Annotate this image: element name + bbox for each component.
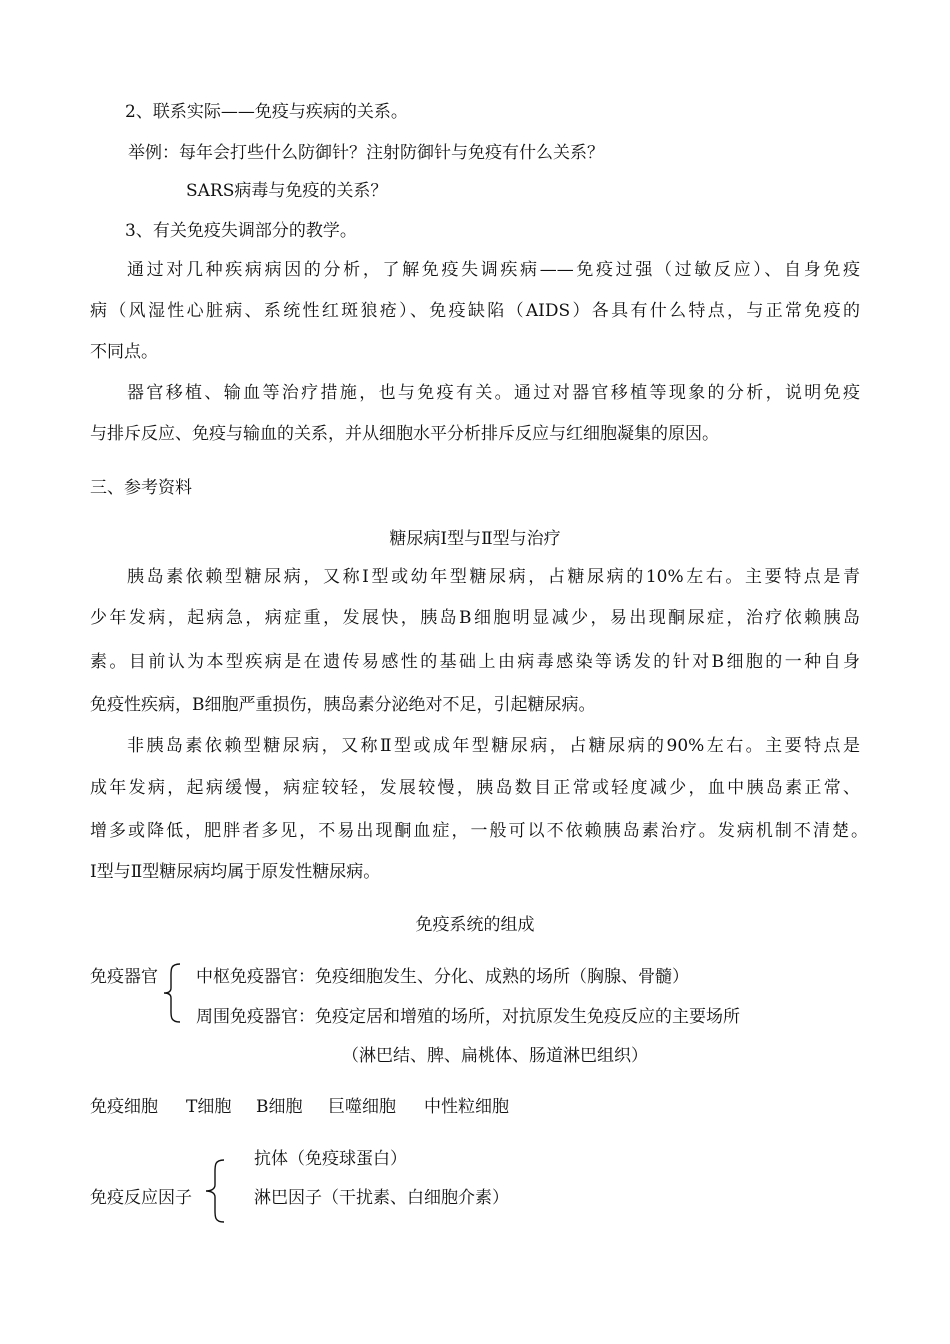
response-factors-label: 免疫反应因子 [90, 1188, 192, 1208]
item-3-title: 3、有关免疫失调部分的教学。 [125, 221, 357, 241]
example-line-1: 举例：每年会打些什么防御针？注射防御针与免疫有什么关系？ [128, 143, 604, 163]
diabetes-title: 糖尿病Ⅰ型与Ⅱ型与治疗 [389, 529, 561, 549]
central-organs: 中枢免疫器官：免疫细胞发生、分化、成熟的场所（胸腺、骨髓） [196, 967, 689, 987]
paragraph-line: 与排斥反应、免疫与输血的关系，并从细胞水平分析排斥反应与红细胞凝集的原因。 [90, 424, 719, 444]
immune-organs-label: 免疫器官 [90, 967, 158, 987]
paragraph-line: 素。目前认为本型疾病是在遗传易感性的基础上由病毒感染等诱发的针对B细胞的一种自身 [90, 652, 860, 672]
peripheral-organs: 周围免疫器官：免疫定居和增殖的场所，对抗原发生免疫反应的主要场所 [196, 1007, 740, 1027]
section-3-heading: 三、参考资料 [90, 478, 192, 498]
paragraph-line: 通过对几种疾病病因的分析，了解免疫失调疾病——免疫过强（过敏反应）、自身免疫 [127, 260, 860, 280]
paragraph-line: 器官移植、输血等治疗措施，也与免疫有关。通过对器官移植等现象的分析，说明免疫 [127, 383, 860, 403]
cell-b: B细胞 [256, 1097, 303, 1117]
paragraph-line: 免疫性疾病，B细胞严重损伤，胰岛素分泌绝对不足，引起糖尿病。 [90, 695, 596, 715]
paragraph-line: Ⅰ型与Ⅱ型糖尿病均属于原发性糖尿病。 [90, 862, 381, 882]
immune-system-title: 免疫系统的组成 [415, 915, 535, 935]
paragraph-line: 病（风湿性心脏病、系统性红斑狼疮）、免疫缺陷（AIDS）各具有什么特点，与正常免疫的 [90, 301, 860, 321]
paragraph-line: 增多或降低，肥胖者多见，不易出现酮血症，一般可以不依赖胰岛素治疗。发病机制不清楚。 [90, 821, 868, 841]
factors-brace [202, 1158, 228, 1224]
example-line-2: SARS病毒与免疫的关系？ [186, 181, 388, 201]
cell-neutrophil: 中性粒细胞 [424, 1097, 509, 1117]
paragraph-line: 非胰岛素依赖型糖尿病，又称Ⅱ型或成年型糖尿病，占糖尿病的90%左右。主要特点是 [127, 736, 860, 756]
item-2-title: 2、联系实际——免疫与疾病的关系。 [125, 102, 408, 122]
cell-macrophage: 巨噬细胞 [328, 1097, 396, 1117]
organs-brace [160, 962, 184, 1024]
paragraph-line: 成年发病，起病缓慢，病症较轻，发展较慢，胰岛数目正常或轻度减少，血中胰岛素正常、 [90, 778, 860, 798]
paragraph-line: 不同点。 [90, 342, 158, 362]
immune-cells-label: 免疫细胞 [90, 1097, 158, 1117]
cell-t: T细胞 [186, 1097, 232, 1117]
peripheral-organs-examples: （淋巴结、脾、扁桃体、肠道淋巴组织） [342, 1046, 648, 1066]
antibody: 抗体（免疫球蛋白） [254, 1149, 407, 1169]
paragraph-line: 少年发病，起病急，病症重，发展快，胰岛B细胞明显减少，易出现酮尿症，治疗依赖胰岛 [90, 608, 860, 628]
paragraph-line: 胰岛素依赖型糖尿病，又称Ⅰ型或幼年型糖尿病，占糖尿病的10%左右。主要特点是青 [127, 567, 860, 587]
lymphokine: 淋巴因子（干扰素、白细胞介素） [254, 1188, 509, 1208]
